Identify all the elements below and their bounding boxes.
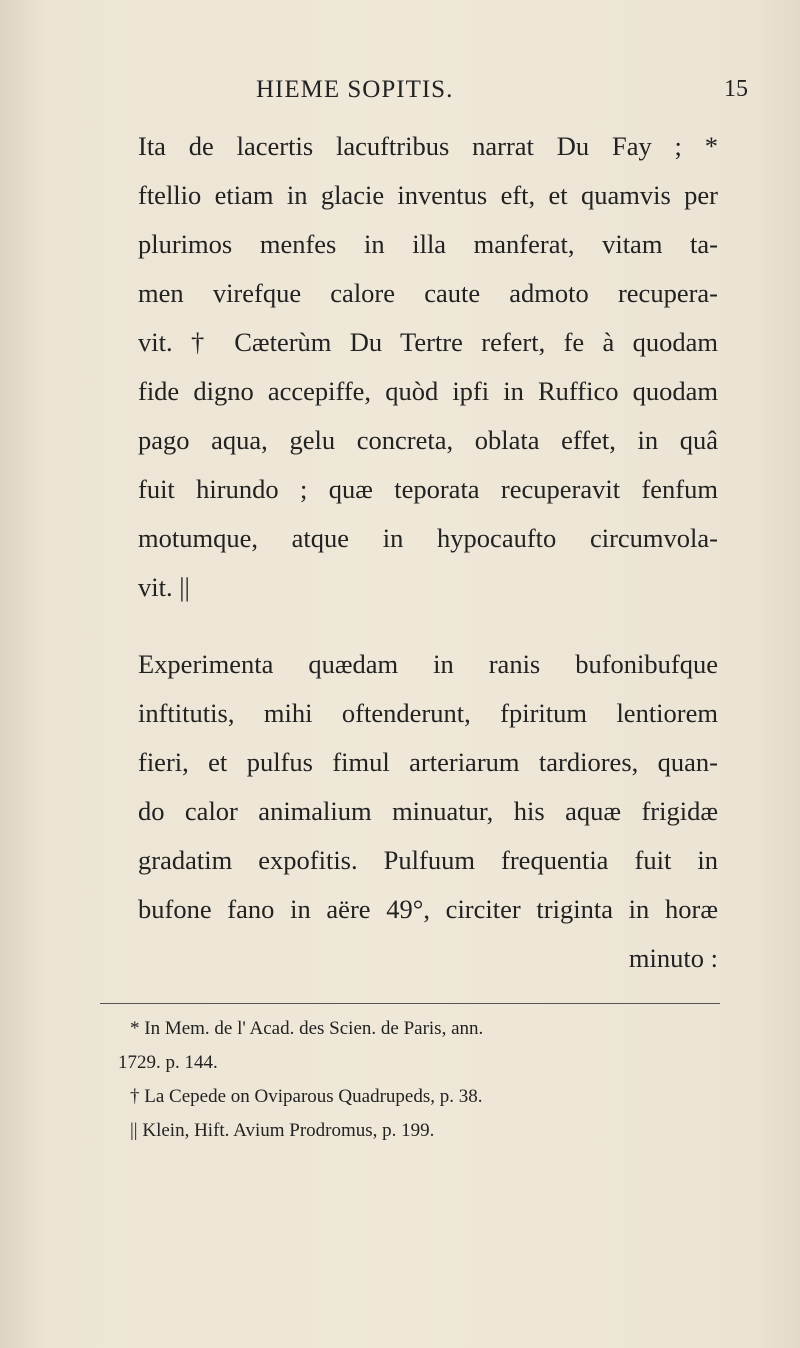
- text-line: men virefque calore caute admoto recupera-: [138, 278, 718, 308]
- text-line: inftitutis, mihi oftenderunt, fpiritum lentiorem: [138, 698, 718, 728]
- paragraph-2: [138, 640, 718, 983]
- footnotes: [118, 1012, 728, 1148]
- text-line: plurimos menfes in illa manferat, vitam ta-: [138, 229, 718, 259]
- page-number: 15: [724, 76, 748, 102]
- footnote: || Klein, Hift. Avium Prodromus, p. 199.: [130, 1120, 435, 1141]
- text-line: do calor animalium minuatur, his aquæ frigidæ: [138, 796, 718, 826]
- footnote-divider: [100, 1003, 720, 1004]
- text-line: vit. † Cæterùm Du Tertre refert, fe à quodam: [138, 327, 718, 357]
- footnote: † La Cepede on Oviparous Quadrupeds, p. 38.: [130, 1086, 483, 1107]
- page-header: [0, 76, 800, 112]
- text-line: motumque, atque in hypocaufto circumvola-: [138, 523, 718, 553]
- text-line: vit. ||: [138, 572, 190, 602]
- text-line: ftellio etiam in glacie inventus eft, et quamvis per: [138, 180, 718, 210]
- running-title: HIEME SOPITIS.: [256, 76, 454, 103]
- text-line: minuto :: [628, 943, 718, 973]
- text-line: bufone fano in aëre 49°, circiter triginta in horæ: [138, 894, 718, 924]
- text-line: Ita de lacertis lacuftribus narrat Du Fay ; *: [138, 131, 718, 161]
- text-line: pago aqua, gelu concreta, oblata effet, in quâ: [138, 425, 718, 455]
- text-line: fuit hirundo ; quæ teporata recuperavit fenfum: [138, 474, 718, 504]
- text-line: Experimenta quædam in ranis bufonibufque: [138, 649, 718, 679]
- text-line: fieri, et pulfus fimul arteriarum tardiores, quan-: [138, 747, 718, 777]
- paragraph-1: [138, 122, 718, 612]
- text-line: gradatim expofitis. Pulfuum frequentia fuit in: [138, 845, 718, 875]
- footnote: * In Mem. de l' Acad. des Scien. de Paris, ann.: [130, 1018, 484, 1039]
- footnote: 1729. p. 144.: [118, 1052, 218, 1073]
- text-line: fide digno accepiffe, quòd ipfi in Ruffico quodam: [138, 376, 718, 406]
